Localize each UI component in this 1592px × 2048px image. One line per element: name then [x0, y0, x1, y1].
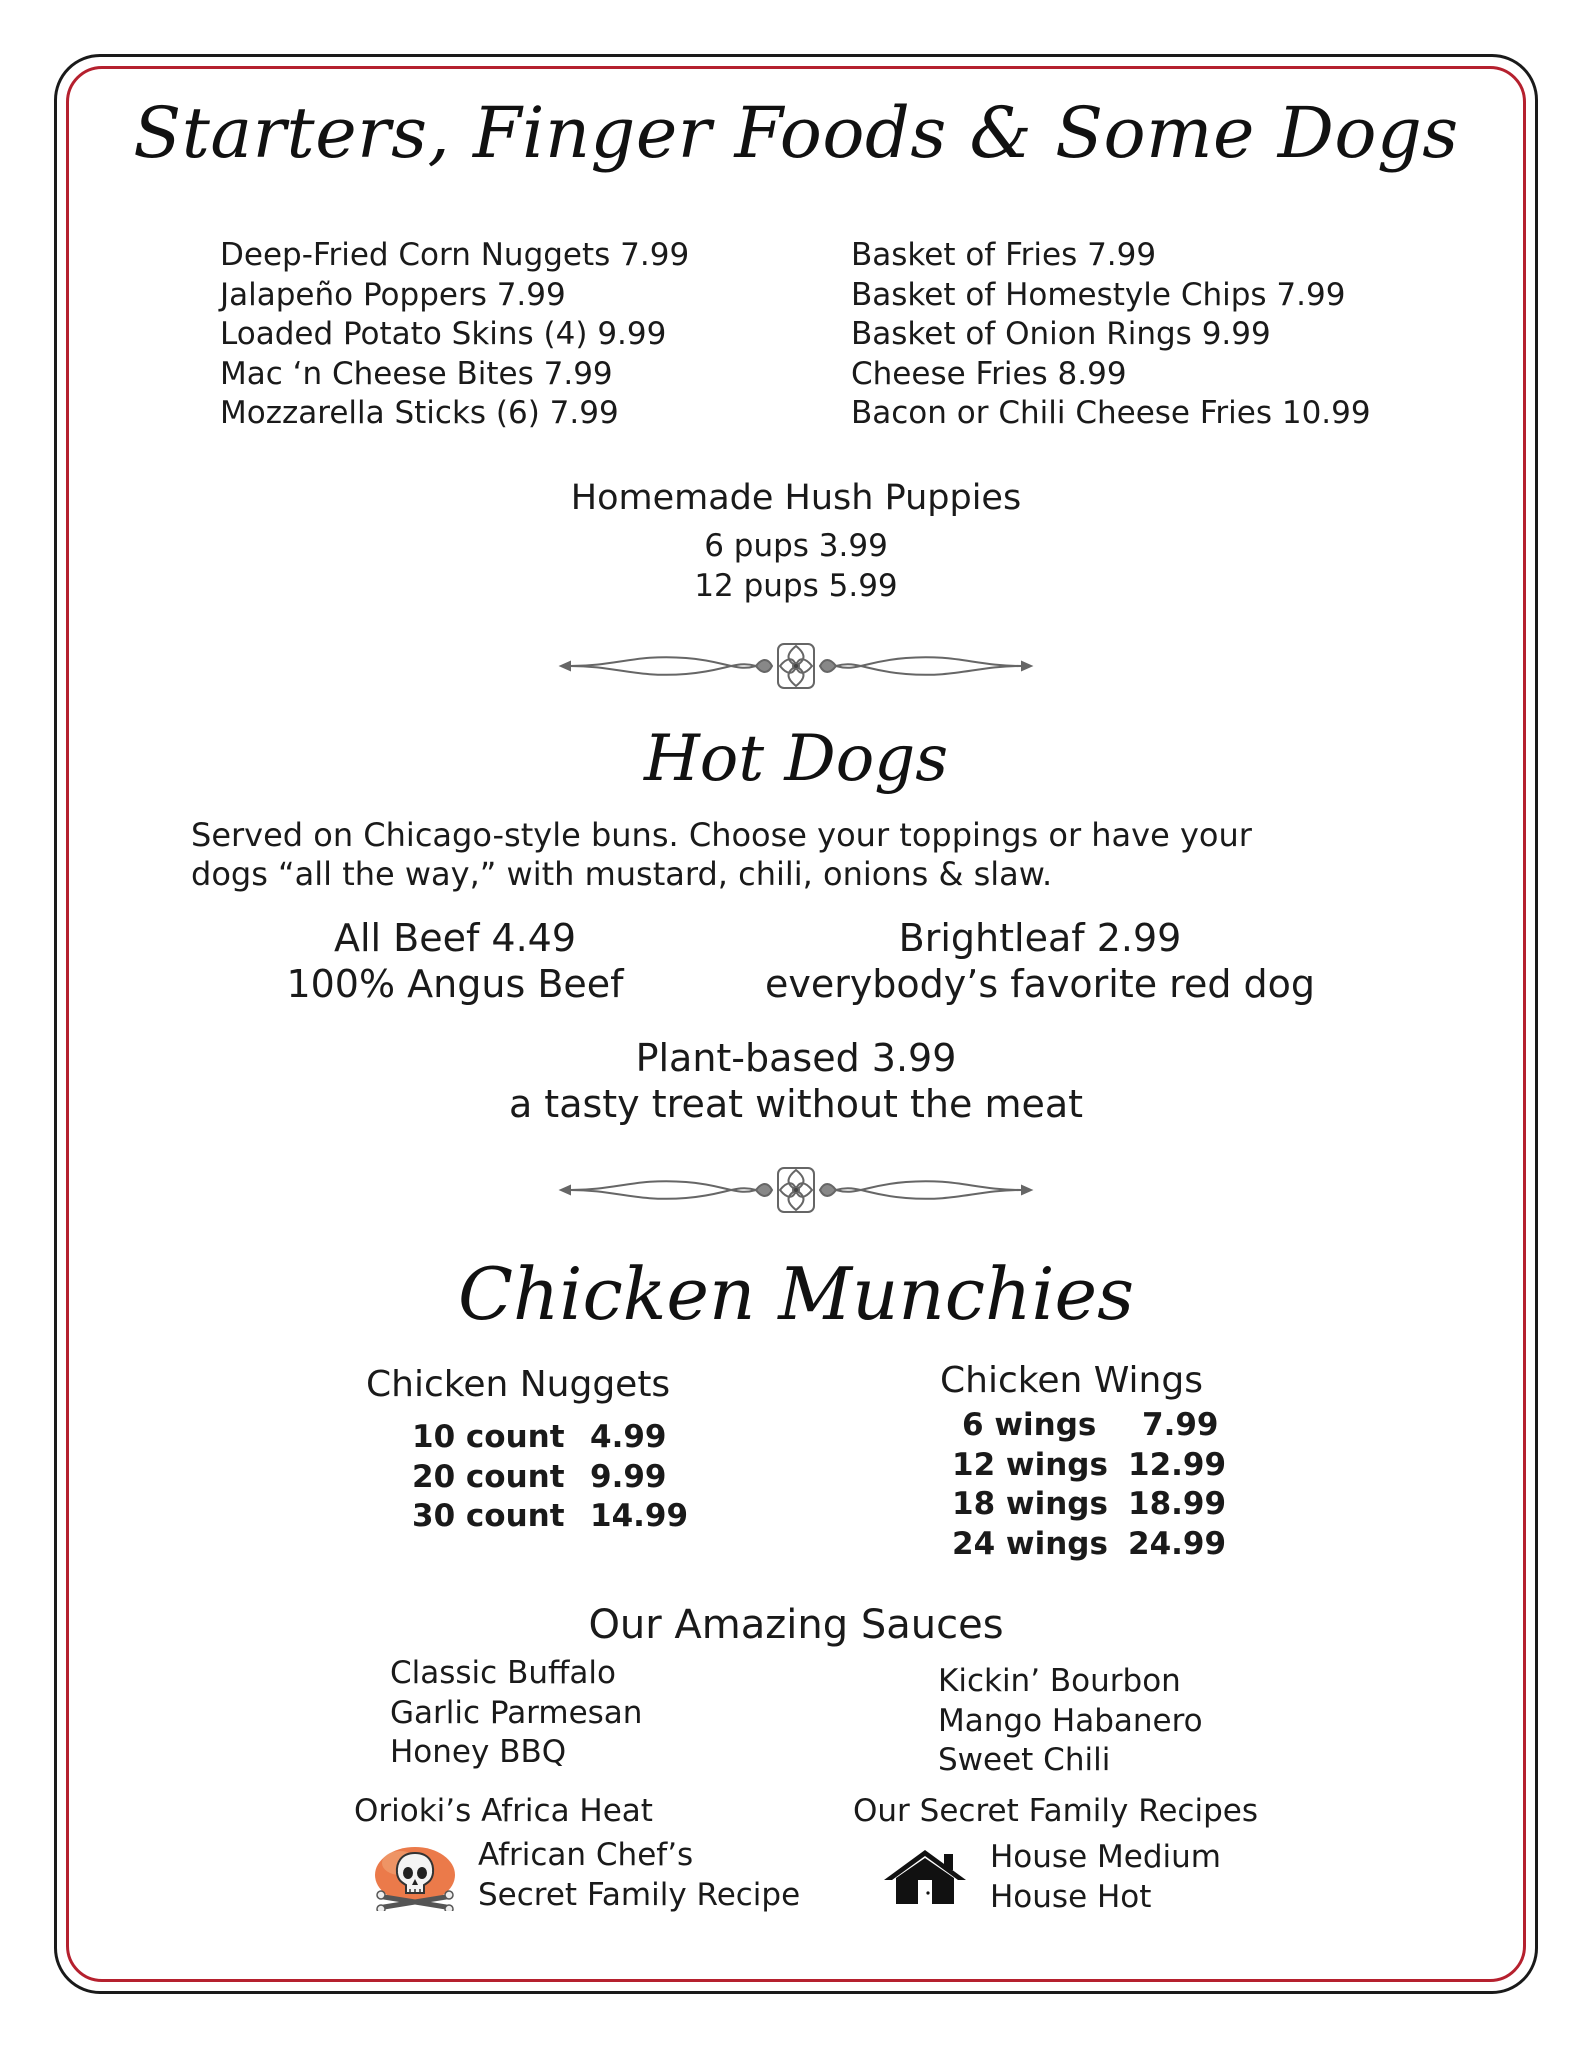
house-icon: [882, 1848, 968, 1906]
sauce-item: Mango Habanero: [938, 1702, 1203, 1739]
starters-title: Starters, Finger Foods & Some Dogs: [133, 92, 1459, 174]
starters-left-list: [220, 236, 689, 434]
price-value: 24.99: [1128, 1525, 1227, 1562]
hot-dog-name: All Beef 4.49: [333, 916, 577, 960]
sauces-left-list: [390, 1654, 642, 1773]
family-recipes-lines: [990, 1838, 1221, 1917]
hot-dogs-description: [191, 816, 1252, 894]
price-label: 10 count: [412, 1419, 565, 1455]
hush-puppies-title: Homemade Hush Puppies: [570, 478, 1022, 518]
menu-item: Loaded Potato Skins (4) 9.99: [220, 316, 667, 352]
price-label: 24 wings: [952, 1525, 1108, 1562]
price-value: 4.99: [590, 1419, 667, 1455]
hot-dog-desc: 100% Angus Beef: [286, 962, 624, 1006]
sauce-item: Sweet Chili: [938, 1742, 1111, 1778]
recipe-line: African Chef’s: [478, 1837, 694, 1873]
menu-item: Basket of Fries 7.99: [851, 237, 1157, 273]
africa-heat-lines: [478, 1836, 800, 1915]
ornament-divider-icon: [556, 1160, 1036, 1220]
price-label: 12 wings: [952, 1446, 1108, 1483]
hot-dog-item-all-beef: [205, 915, 705, 1007]
hot-dog-name: Plant-based 3.99: [635, 1036, 957, 1080]
africa-heat-title: Orioki’s Africa Heat: [354, 1793, 653, 1829]
price-row: [412, 1418, 688, 1458]
price-row: [952, 1446, 1226, 1486]
price-label: 18 wings: [952, 1486, 1108, 1522]
price-row: [412, 1458, 688, 1498]
hot-dog-item-brightleaf: [730, 915, 1350, 1007]
chicken-munchies-title: Chicken Munchies: [457, 1252, 1135, 1336]
menu-item: Mac ‘n Cheese Bites 7.99: [220, 355, 613, 392]
recipe-line: House Medium: [990, 1839, 1221, 1875]
sauces-title: Our Amazing Sauces: [588, 1602, 1004, 1648]
price-label: 30 count: [412, 1498, 565, 1534]
hot-dog-desc: everybody’s favorite red dog: [764, 962, 1316, 1006]
menu-item: Deep-Fried Corn Nuggets 7.99: [220, 237, 690, 273]
menu-item: Basket of Onion Rings 9.99: [851, 316, 1271, 352]
description-line: Served on Chicago-style buns. Choose your toppings or have your: [191, 816, 1252, 854]
price-value: 7.99: [1142, 1407, 1219, 1443]
price-row: [952, 1525, 1226, 1565]
price-value: 9.99: [590, 1458, 667, 1495]
hot-dog-item-plant-based: [0, 1035, 1592, 1127]
price-value: 12.99: [1128, 1446, 1227, 1483]
family-recipes-title: Our Secret Family Recipes: [853, 1793, 1258, 1829]
sauce-item: Classic Buffalo: [390, 1655, 616, 1691]
chicken-wings-title: Chicken Wings: [940, 1360, 1203, 1401]
description-line: dogs “all the way,” with mustard, chili, onions & slaw.: [191, 855, 1053, 893]
price-label: 6 wings: [962, 1407, 1097, 1443]
menu-item: Bacon or Chili Cheese Fries 10.99: [851, 395, 1371, 431]
sauce-item: Garlic Parmesan: [390, 1694, 643, 1731]
hush-puppies-option: 12 pups 5.99: [694, 567, 898, 604]
price-label: 20 count: [412, 1458, 565, 1495]
menu-item: Basket of Homestyle Chips 7.99: [851, 276, 1346, 313]
price-row: [952, 1485, 1226, 1525]
chicken-nuggets-prices: [412, 1418, 688, 1537]
ornament-divider-icon: [556, 636, 1036, 696]
menu-item: Mozzarella Sticks (6) 7.99: [220, 395, 619, 431]
hush-puppies-option: 6 pups 3.99: [704, 528, 888, 564]
recipe-line: Secret Family Recipe: [478, 1876, 801, 1913]
skull-crossbones-icon: [370, 1843, 460, 1911]
sauces-right-list: [938, 1662, 1203, 1781]
menu-item: Jalapeño Poppers 7.99: [220, 276, 566, 313]
chicken-nuggets-title: Chicken Nuggets: [366, 1364, 671, 1405]
price-row: [412, 1497, 688, 1537]
menu-item: Cheese Fries 8.99: [851, 355, 1127, 392]
recipe-line: House Hot: [990, 1878, 1152, 1915]
price-row: [952, 1406, 1226, 1446]
price-value: 18.99: [1128, 1486, 1227, 1522]
hot-dog-name: Brightleaf 2.99: [898, 916, 1182, 960]
hot-dog-desc: a tasty treat without the meat: [508, 1082, 1084, 1126]
starters-right-list: [851, 236, 1371, 434]
sauce-item: Honey BBQ: [390, 1734, 567, 1770]
hot-dogs-title: Hot Dogs: [643, 722, 949, 796]
hush-puppies-options: [0, 527, 1592, 606]
sauce-item: Kickin’ Bourbon: [938, 1663, 1181, 1699]
chicken-wings-prices: [952, 1406, 1226, 1564]
price-value: 14.99: [590, 1498, 689, 1534]
